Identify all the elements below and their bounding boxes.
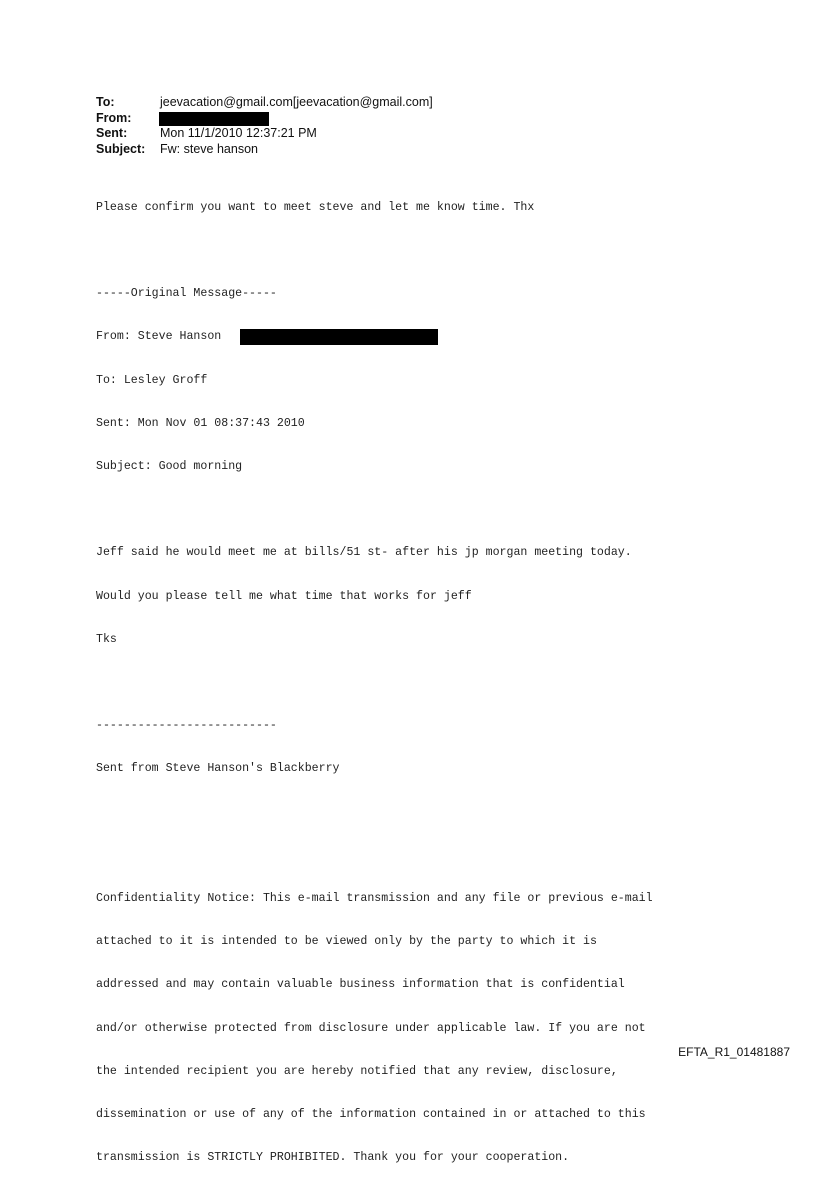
- original-subject-line: Subject: Good morning: [96, 460, 243, 474]
- original-from-line: [96, 330, 653, 344]
- notice-line: the intended recipient you are hereby notified that any review, disclosure,: [96, 1064, 618, 1078]
- redaction-box: [159, 112, 269, 126]
- notice-line: addressed and may contain valuable business information that is confidential: [96, 978, 625, 992]
- message-line-2: Would you please tell me what time that works for jeff: [96, 589, 472, 603]
- to-label: To:: [96, 95, 115, 109]
- email-body: [96, 172, 653, 1180]
- notice-line: and/or otherwise protected from disclosure under applicable law. If you are not: [96, 1021, 646, 1035]
- subject-value: Fw: steve hanson: [160, 141, 258, 156]
- document-id: EFTA_R1_01481887: [678, 1045, 790, 1059]
- notice-line: transmission is STRICTLY PROHIBITED. Thank you for your cooperation.: [96, 1151, 570, 1165]
- notice-line: dissemination or use of any of the information contained in or attached to this: [96, 1108, 646, 1122]
- original-to-line: To: Lesley Groff: [96, 373, 208, 387]
- signature-text: Sent from Steve Hanson's Blackberry: [96, 762, 340, 776]
- subject-label: Subject:: [96, 141, 146, 156]
- sent-label: Sent:: [96, 126, 128, 140]
- signature-divider: --------------------------: [96, 719, 277, 733]
- original-from-text: From: Steve Hanson: [96, 330, 222, 344]
- from-label: From:: [96, 110, 132, 125]
- message-line-1: Jeff said he would meet me at bills/51 st- after his jp morgan meeting today.: [96, 546, 632, 560]
- to-value: jeevacation@gmail.com[jeevacation@gmail.com]: [160, 95, 433, 109]
- original-sent-line: Sent: Mon Nov 01 08:37:43 2010: [96, 416, 305, 430]
- sent-value: Mon 11/1/2010 12:37:21 PM: [160, 126, 317, 140]
- notice-line: attached to it is intended to be viewed only by the party to which it is: [96, 935, 597, 949]
- notice-line: Confidentiality Notice: This e-mail transmission and any file or previous e-mail: [96, 892, 653, 906]
- intro-text: Please confirm you want to meet steve and let me know time. Thx: [96, 200, 535, 214]
- message-line-3: Tks: [96, 632, 117, 646]
- original-message-divider: -----Original Message-----: [96, 287, 277, 301]
- redaction-box: [240, 329, 438, 345]
